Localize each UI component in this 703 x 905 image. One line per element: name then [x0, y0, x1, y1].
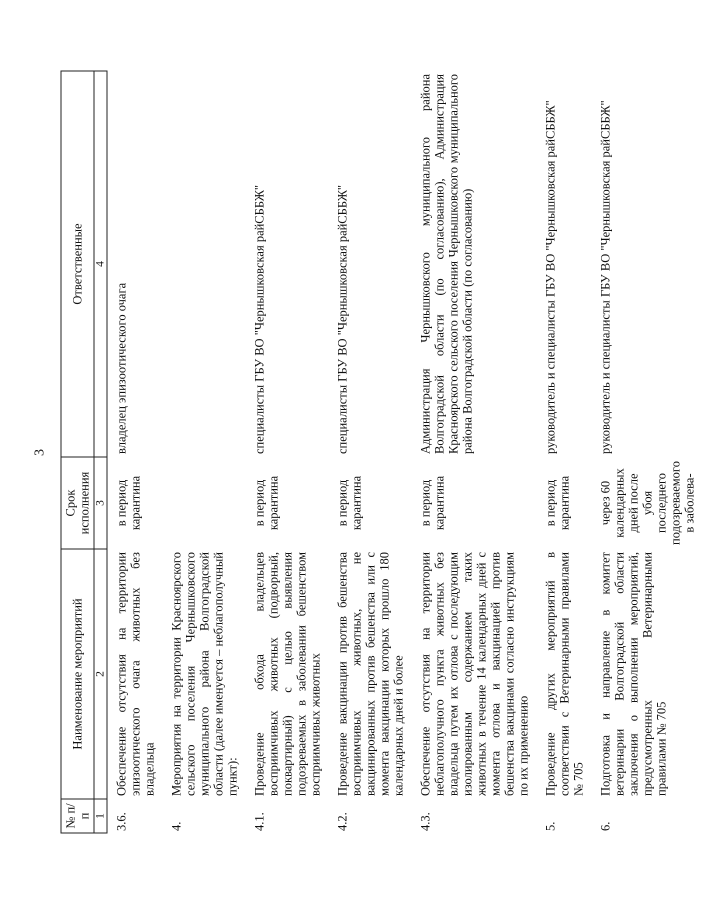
table-column-numbers-row	[94, 71, 107, 833]
row-responsible: руководитель и специалисты ГБУ ВО "Чернышковская райСББЖ"	[543, 100, 558, 454]
table-row	[329, 71, 412, 833]
row-responsible: владелец эпизоотического очага	[114, 282, 129, 454]
row-term: в период карантина	[114, 475, 143, 531]
header-term: Срок исполнения	[61, 457, 94, 549]
row-responsible	[163, 71, 246, 457]
row-term: в период карантина	[543, 475, 572, 531]
column-number-4: 4	[94, 71, 107, 457]
header-num: № п/п	[61, 799, 94, 833]
row-term: через 60 календарных дней после убоя последнего подозреваемого в заболева-	[598, 461, 697, 545]
row-num: 4.	[169, 821, 184, 831]
row-term: в период карантина	[335, 475, 364, 531]
row-num: 5.	[543, 821, 558, 831]
rotated-document-page	[32, 48, 697, 858]
row-responsible: специалисты ГБУ ВО "Чернышковская райСББЖ"	[335, 185, 350, 454]
column-number-3: 3	[94, 457, 107, 549]
header-name: Наименование мероприятий	[61, 549, 94, 799]
row-responsible: Администрация Чернышковского муниципального района Волгоградской области (по согласованию), Администрация Красноярского сельского поселения Чернышковского муниципального района Волгоградской области (по согласованию)	[418, 74, 475, 454]
row-responsible: специалисты ГБУ ВО "Чернышковская райСББЖ"	[252, 185, 267, 454]
row-num: 6.	[598, 821, 613, 831]
table-row	[592, 71, 703, 833]
row-num: 4.3.	[418, 812, 433, 831]
row-name: Обеспечение отсутствия на территории эпизоотического очага животных без владельца	[114, 552, 157, 796]
row-term	[163, 457, 246, 549]
table-row	[412, 71, 537, 833]
row-name: Проведение других мероприятий в соответствии с Ветеринарными правилами № 705	[543, 552, 586, 796]
header-responsible: Ответственные	[61, 71, 94, 457]
row-num: 4.1.	[252, 812, 267, 831]
row-name: Обеспечение отсутствия на территории неблагополучного пункта животных без владельца путем их отлова с последующим изолированным содержанием таких животных в течение 14 календарных дней с момента отлова и вакцинацией против бешенства вакцинами согласно инструкциям по их применению	[418, 552, 531, 796]
row-num: 3.6.	[114, 812, 129, 831]
column-number-1: 1	[94, 799, 107, 833]
table-row	[107, 71, 163, 833]
row-responsible: руководитель и специалисты ГБУ ВО "Чернышковская райСББЖ"	[598, 100, 613, 454]
measures-table	[61, 71, 703, 834]
column-number-2: 2	[94, 549, 107, 799]
row-name: Мероприятия на территории Красноярского сельского поселения Чернышковского муниципального района Волгоградской области (далее именуется – неблагополучный пункт):	[169, 552, 240, 796]
row-num: 4.2.	[335, 812, 350, 831]
row-term: в период карантина	[418, 475, 447, 531]
table-header-row	[61, 71, 94, 833]
table-row	[537, 71, 592, 833]
page-number: 3	[32, 449, 48, 456]
row-name: Проведение обхода владельцев восприимчивых животных (подворный, поквартирный) с целью выявления подозреваемых в заболевании бешенством восприимчивых животных	[252, 552, 323, 796]
row-name: Проведение вакцинации против бешенства восприимчивых животных, не вакцинированных против бешенства или с момента вакцинации которых прошло 180 календарных дней и более	[335, 552, 406, 796]
table-row	[246, 71, 329, 833]
row-term: в период карантина	[252, 475, 281, 531]
table-row	[163, 71, 246, 833]
row-name: Подготовка и направление в комитет ветеринарии Волгоградской области заключения о выполнении мероприятий, предусмотренных Ветеринарными правилами № 705	[598, 552, 669, 796]
